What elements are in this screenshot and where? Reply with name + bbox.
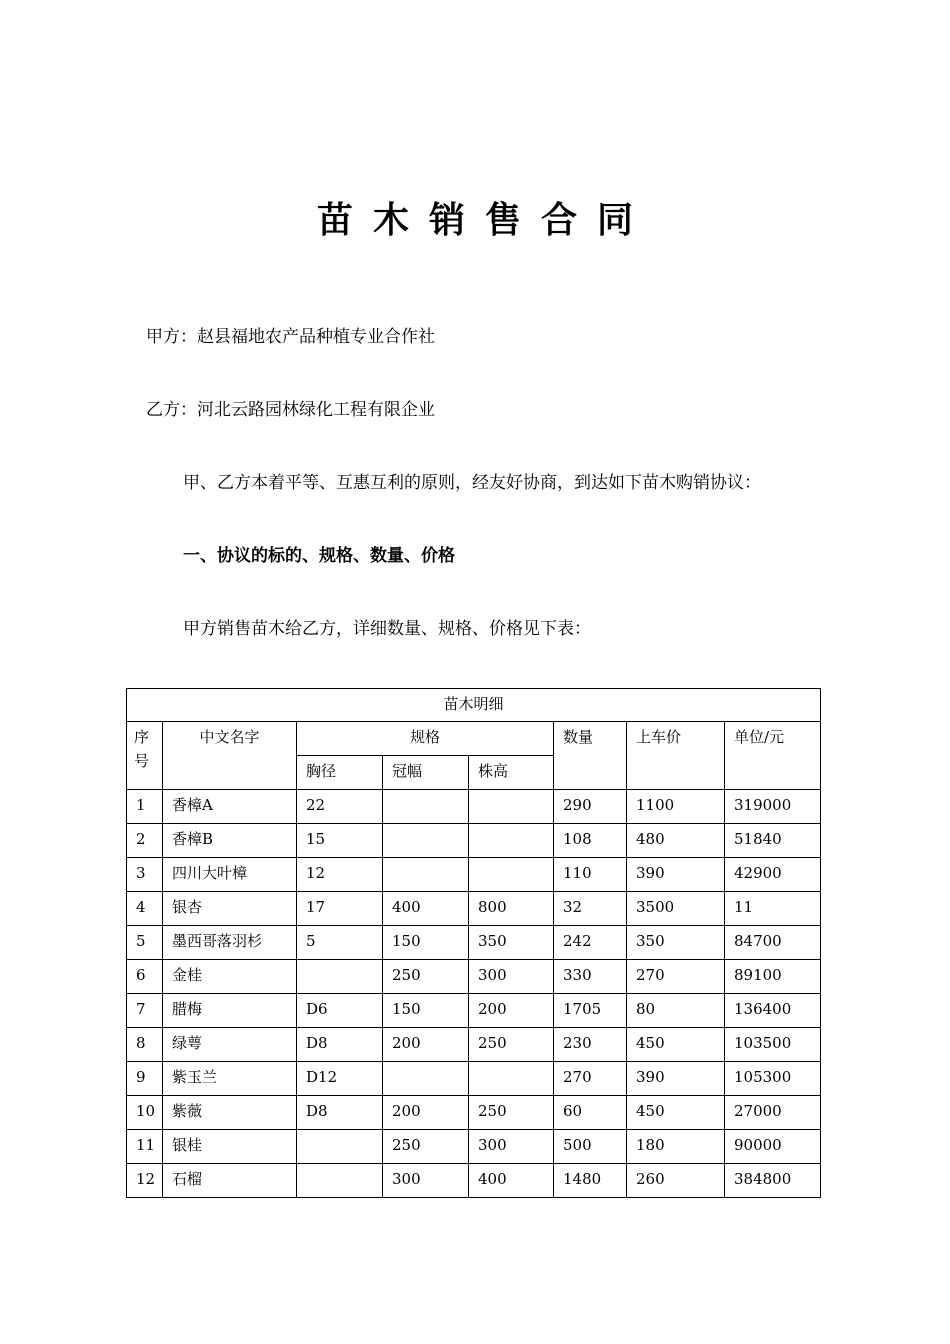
cell-crown: 150: [383, 994, 469, 1028]
table-row: [127, 892, 821, 926]
cell-crown: [383, 858, 469, 892]
cell-quantity: 1480: [554, 1164, 627, 1198]
cell-crown: 150: [383, 926, 469, 960]
table-row: [127, 790, 821, 824]
header-crown: 冠幅: [383, 756, 469, 790]
cell-price: 450: [627, 1096, 725, 1130]
cell-index: 11: [127, 1130, 163, 1164]
party-b-line: 乙方：河北云路园林绿化工程有限企业: [146, 400, 435, 420]
cell-name: 银桂: [163, 1130, 297, 1164]
cell-price: 390: [627, 858, 725, 892]
cell-total: 319000: [725, 790, 821, 824]
table-row: [127, 1130, 821, 1164]
cell-diameter: 5: [297, 926, 383, 960]
cell-total: 11: [725, 892, 821, 926]
cell-price: 450: [627, 1028, 725, 1062]
cell-price: 1100: [627, 790, 725, 824]
cell-name: 金桂: [163, 960, 297, 994]
cell-index: 8: [127, 1028, 163, 1062]
table-row: [127, 960, 821, 994]
cell-quantity: 230: [554, 1028, 627, 1062]
cell-quantity: 108: [554, 824, 627, 858]
cell-height: [469, 1062, 554, 1096]
cell-crown: [383, 824, 469, 858]
table-row: [127, 1096, 821, 1130]
cell-name: 银杏: [163, 892, 297, 926]
header-height: 株高: [469, 756, 554, 790]
cell-price: 180: [627, 1130, 725, 1164]
cell-name: 香樟A: [163, 790, 297, 824]
cell-height: [469, 790, 554, 824]
cell-total: 51840: [725, 824, 821, 858]
header-quantity: 数量: [554, 722, 627, 790]
cell-crown: [383, 790, 469, 824]
cell-index: 4: [127, 892, 163, 926]
table-row: [127, 994, 821, 1028]
table-row: [127, 1164, 821, 1198]
cell-diameter: 12: [297, 858, 383, 892]
cell-name: 墨西哥落羽杉: [163, 926, 297, 960]
cell-total: 136400: [725, 994, 821, 1028]
cell-height: 400: [469, 1164, 554, 1198]
cell-price: 3500: [627, 892, 725, 926]
cell-diameter: D12: [297, 1062, 383, 1096]
table-caption: 苗木明细: [127, 689, 821, 722]
cell-index: 2: [127, 824, 163, 858]
cell-price: 270: [627, 960, 725, 994]
party-a-line: 甲方：赵县福地农产品种植专业合作社: [146, 327, 435, 347]
header-name: 中文名字: [163, 722, 297, 790]
cell-total: 384800: [725, 1164, 821, 1198]
cell-index: 6: [127, 960, 163, 994]
cell-diameter: [297, 1164, 383, 1198]
cell-height: [469, 824, 554, 858]
cell-index: 1: [127, 790, 163, 824]
cell-height: 250: [469, 1096, 554, 1130]
cell-index: 5: [127, 926, 163, 960]
cell-index: 7: [127, 994, 163, 1028]
cell-height: [469, 858, 554, 892]
header-total: 单位/元: [725, 722, 821, 790]
cell-quantity: 330: [554, 960, 627, 994]
cell-total: 89100: [725, 960, 821, 994]
seedlings-table: [126, 688, 821, 1198]
cell-quantity: 242: [554, 926, 627, 960]
cell-quantity: 110: [554, 858, 627, 892]
table-intro-paragraph: 甲方销售苗木给乙方，详细数量、规格、价格见下表：: [183, 619, 591, 639]
cell-name: 紫薇: [163, 1096, 297, 1130]
cell-price: 260: [627, 1164, 725, 1198]
cell-index: 3: [127, 858, 163, 892]
cell-name: 香樟B: [163, 824, 297, 858]
cell-price: 390: [627, 1062, 725, 1096]
cell-crown: 400: [383, 892, 469, 926]
cell-quantity: 270: [554, 1062, 627, 1096]
cell-total: 103500: [725, 1028, 821, 1062]
table-row: [127, 858, 821, 892]
cell-total: 27000: [725, 1096, 821, 1130]
cell-diameter: [297, 1130, 383, 1164]
table-row: [127, 1028, 821, 1062]
cell-crown: 250: [383, 1130, 469, 1164]
cell-diameter: D8: [297, 1096, 383, 1130]
cell-quantity: 290: [554, 790, 627, 824]
cell-total: 84700: [725, 926, 821, 960]
cell-name: 四川大叶樟: [163, 858, 297, 892]
cell-height: 300: [469, 960, 554, 994]
cell-height: 350: [469, 926, 554, 960]
header-diameter: 胸径: [297, 756, 383, 790]
cell-name: 腊梅: [163, 994, 297, 1028]
cell-price: 350: [627, 926, 725, 960]
document-title: 苗木销售合同: [316, 199, 653, 241]
cell-height: 250: [469, 1028, 554, 1062]
cell-diameter: 17: [297, 892, 383, 926]
cell-name: 石榴: [163, 1164, 297, 1198]
header-price: 上车价: [627, 722, 725, 790]
cell-total: 42900: [725, 858, 821, 892]
cell-height: 800: [469, 892, 554, 926]
cell-diameter: 15: [297, 824, 383, 858]
cell-crown: [383, 1062, 469, 1096]
section-heading: 一、协议的标的、规格、数量、价格: [183, 546, 455, 566]
table-row: [127, 1062, 821, 1096]
cell-height: 200: [469, 994, 554, 1028]
header-index: 序号: [127, 722, 163, 790]
cell-height: 300: [469, 1130, 554, 1164]
cell-crown: 250: [383, 960, 469, 994]
cell-name: 绿萼: [163, 1028, 297, 1062]
cell-crown: 300: [383, 1164, 469, 1198]
cell-price: 480: [627, 824, 725, 858]
cell-crown: 200: [383, 1028, 469, 1062]
cell-diameter: [297, 960, 383, 994]
cell-diameter: D8: [297, 1028, 383, 1062]
cell-crown: 200: [383, 1096, 469, 1130]
cell-quantity: 500: [554, 1130, 627, 1164]
cell-quantity: 32: [554, 892, 627, 926]
cell-total: 105300: [725, 1062, 821, 1096]
cell-total: 90000: [725, 1130, 821, 1164]
table-row: [127, 824, 821, 858]
cell-price: 80: [627, 994, 725, 1028]
header-spec: 规格: [297, 722, 554, 756]
cell-quantity: 60: [554, 1096, 627, 1130]
cell-diameter: D6: [297, 994, 383, 1028]
cell-index: 10: [127, 1096, 163, 1130]
cell-index: 9: [127, 1062, 163, 1096]
cell-quantity: 1705: [554, 994, 627, 1028]
cell-index: 12: [127, 1164, 163, 1198]
table-row: [127, 926, 821, 960]
cell-name: 紫玉兰: [163, 1062, 297, 1096]
cell-diameter: 22: [297, 790, 383, 824]
intro-paragraph: 甲、乙方本着平等、互惠互利的原则，经友好协商，到达如下苗木购销协议：: [183, 473, 761, 493]
